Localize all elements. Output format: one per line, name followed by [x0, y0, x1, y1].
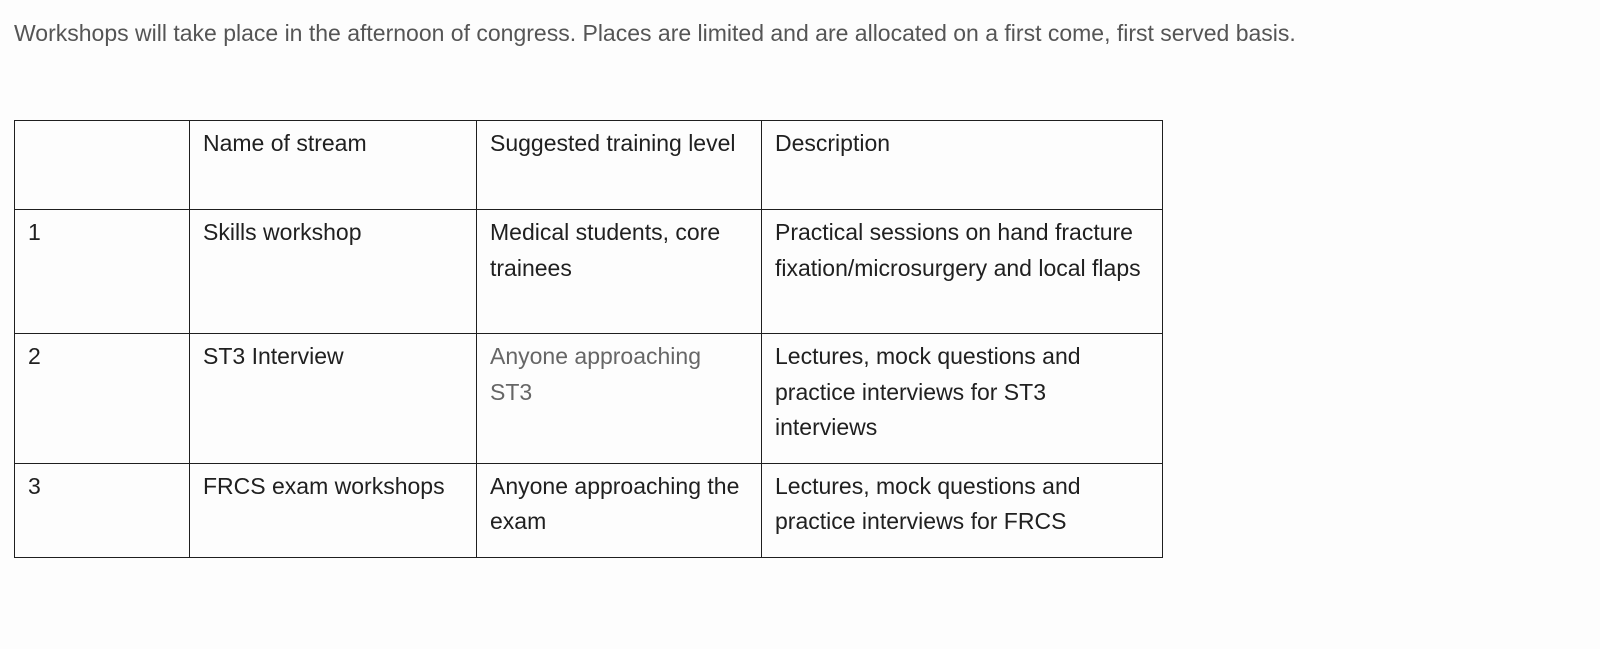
header-cell-level: Suggested training level — [477, 121, 762, 210]
header-cell-index — [15, 121, 190, 210]
row-description-cell: Lectures, mock questions and practice interviews for FRCS — [762, 463, 1163, 557]
row-level-cell: Medical students, core trainees — [477, 210, 762, 334]
row-name-cell: Skills workshop — [190, 210, 477, 334]
row-description-cell: Practical sessions on hand fracture fixation/microsurgery and local flaps — [762, 210, 1163, 334]
table-header-row — [15, 121, 1163, 210]
row-index-cell: 2 — [15, 334, 190, 464]
row-name-cell: ST3 Interview — [190, 334, 477, 464]
header-cell-description: Description — [762, 121, 1163, 210]
row-description-cell: Lectures, mock questions and practice interviews for ST3 interviews — [762, 334, 1163, 464]
row-index-cell: 3 — [15, 463, 190, 557]
row-name-cell: FRCS exam workshops — [190, 463, 477, 557]
table-row — [15, 334, 1163, 464]
row-index-cell: 1 — [15, 210, 190, 334]
header-cell-name: Name of stream — [190, 121, 477, 210]
row-level-cell: Anyone approaching the exam — [477, 463, 762, 557]
row-level-cell: Anyone approaching ST3 — [477, 334, 762, 464]
workshop-streams-table — [14, 120, 1163, 558]
table-row — [15, 463, 1163, 557]
intro-paragraph: Workshops will take place in the afternoon of congress. Places are limited and are allocated on a first come, first served basis. — [14, 20, 1296, 46]
table-row — [15, 210, 1163, 334]
